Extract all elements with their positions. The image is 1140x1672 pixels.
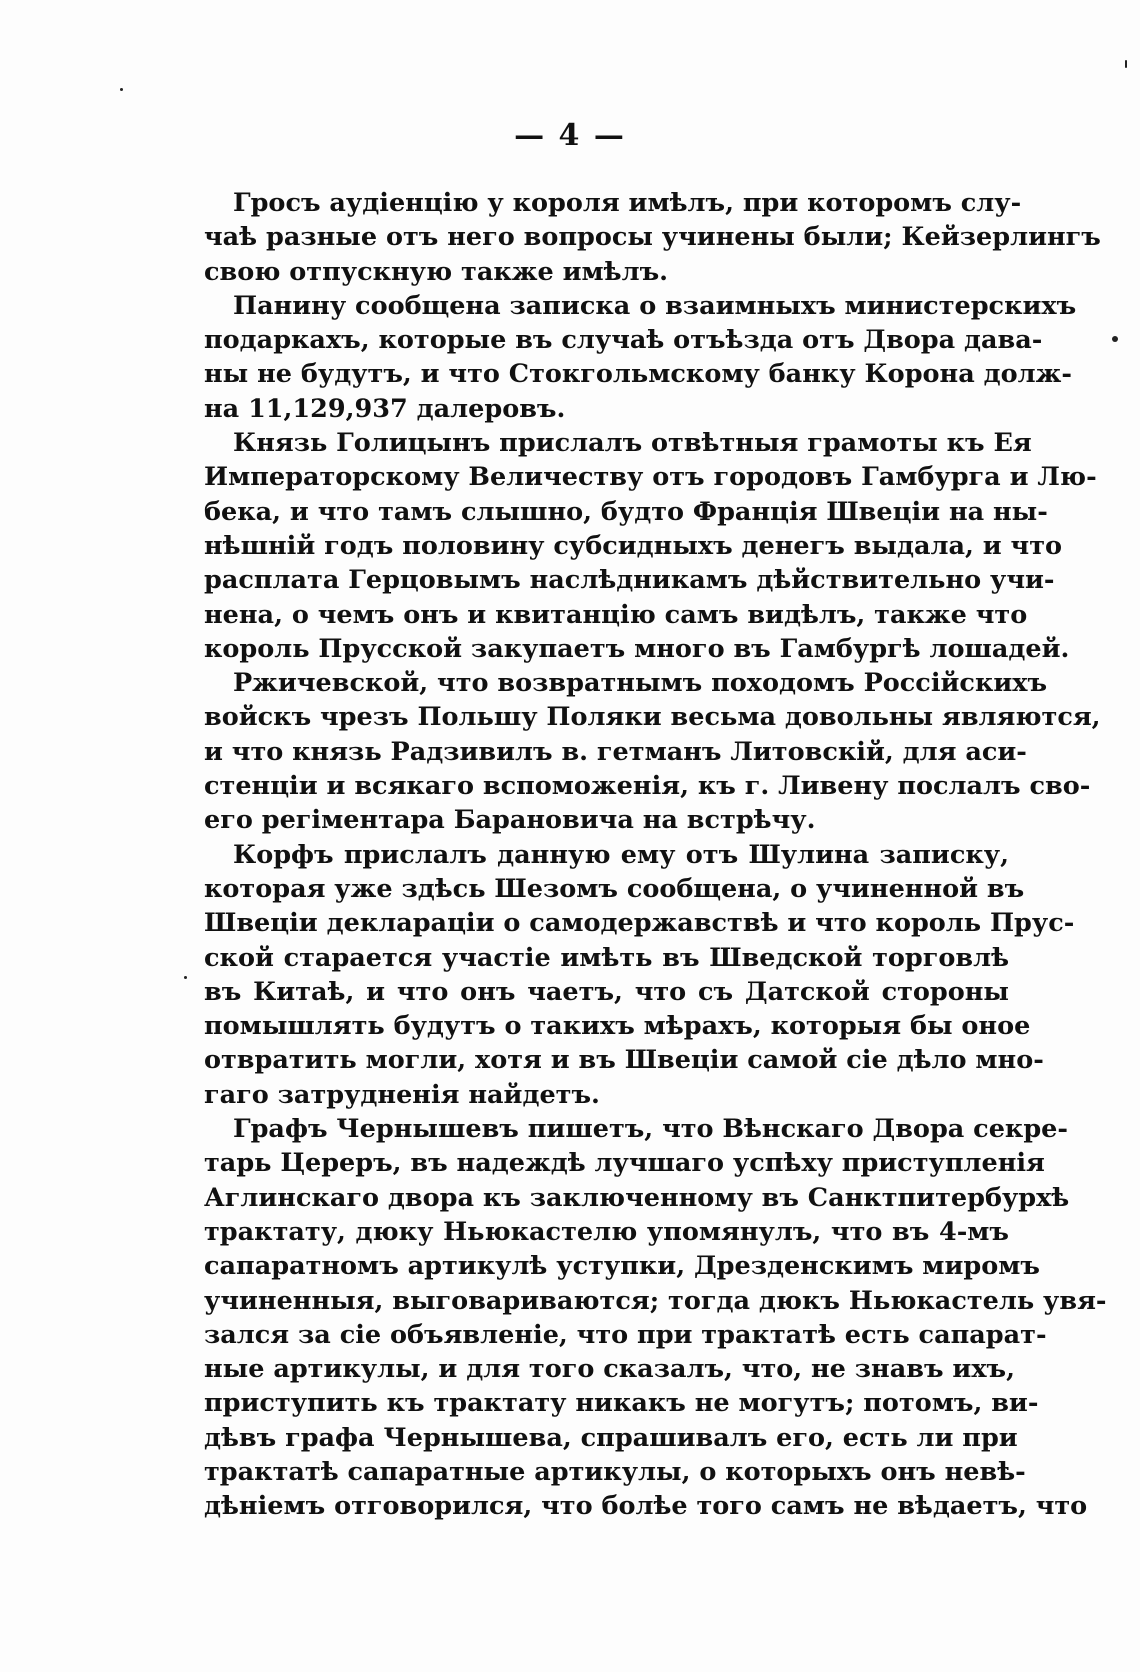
text-line: трактатѣ сапаратные артикулы, о которыхъ онъ невѣ-	[204, 1456, 1026, 1487]
text-line: стенціи и всякаго вспоможенія, къ г. Ливену послалъ сво-	[204, 771, 1091, 802]
text-line: дѣніемъ отговорился, что болѣе того самъ не вѣдаетъ, что	[204, 1491, 1088, 1522]
text-line: гаго затрудненія найдетъ.	[204, 1079, 600, 1110]
body-text	[204, 186, 1107, 1524]
text-line: учиненныя, выговариваются; тогда дюкъ Ньюкастель увя-	[204, 1285, 1107, 1316]
page-number: — 4 —	[514, 118, 626, 153]
scan-speck	[120, 88, 123, 91]
text-line: и что князь Радзивилъ в. гетманъ Литовскій, для аси-	[204, 736, 1027, 767]
text-line: трактату, дюку Ньюкастелю упомянулъ, что въ 4-мъ	[204, 1216, 1009, 1247]
text-line: войскъ чрезъ Польшу Поляки весьма довольны являются,	[204, 702, 1101, 733]
text-line: расплата Герцовымъ наслѣдникамъ дѣйствительно учи-	[204, 565, 1055, 596]
text-line: Швеціи деклараціи о самодержавствѣ и что король Прус-	[204, 908, 1075, 939]
text-line: приступить къ трактату никакъ не могутъ; потомъ, ви-	[204, 1388, 1039, 1419]
paragraph	[204, 289, 1077, 426]
text-line: дѣвъ графа Чернышева, спрашивалъ его, есть ли при	[204, 1422, 1018, 1453]
text-line: свою отпускную также имѣлъ.	[204, 256, 669, 287]
text-line: ные артикулы, и для того сказалъ, что, не знавъ ихъ,	[204, 1354, 1015, 1385]
text-line: нена, о чемъ онъ и квитанцію самъ видѣлъ, также что	[204, 599, 1028, 630]
text-line: Аглинскаго двора къ заключенному въ Санктпитербурхѣ	[204, 1182, 1070, 1213]
paragraph	[204, 838, 1075, 1112]
paragraph	[204, 426, 1097, 666]
text-line: сапаратномъ артикулѣ уступки, Дрезденскимъ миромъ	[204, 1251, 1040, 1282]
text-line: бека, и что тамъ слышно, будто Франція Швеціи на ны-	[204, 496, 1048, 527]
scan-speck	[184, 976, 187, 979]
text-line: которая уже здѣсь Шезомъ сообщена, о учиненной въ	[204, 873, 1025, 904]
text-line: его регіментара Барановича на встрѣчу.	[204, 805, 816, 836]
text-line: отвратить могли, хотя и въ Швеціи самой сіе дѣло мно-	[204, 1045, 1044, 1076]
text-line: подаркахъ, которые въ случаѣ отъѣзда отъ Двора дава-	[204, 325, 1043, 356]
text-line: Императорскому Величеству отъ городовъ Гамбурга и Лю-	[204, 462, 1097, 493]
text-line: Корфъ прислалъ данную ему отъ Шулина записку,	[233, 839, 1009, 870]
paragraph	[204, 186, 1101, 289]
paragraph	[204, 1112, 1107, 1524]
text-line: въ Китаѣ, и что онъ чаетъ, что съ Датской стороны	[204, 976, 1009, 1007]
text-line: ской старается участіе имѣть въ Шведской торговлѣ	[204, 942, 1009, 973]
paragraph	[204, 666, 1101, 837]
scan-speck	[1112, 336, 1118, 342]
text-line: чаѣ разные отъ него вопросы учинены были; Кейзерлингъ	[204, 222, 1101, 253]
text-line: ны не будутъ, и что Стокгольмскому банку Корона долж-	[204, 359, 1072, 390]
text-line: тарь Цереръ, въ надеждѣ лучшаго успѣху приступленія	[204, 1148, 1045, 1179]
text-line: зался за сіе объявленіе, что при трактатѣ есть сапарат-	[204, 1319, 1047, 1350]
text-line: Графъ Чернышевъ пишетъ, что Вѣнскаго Двора секре-	[233, 1114, 1068, 1145]
text-line: помышлять будутъ о такихъ мѣрахъ, которыя бы оное	[204, 1011, 1031, 1042]
text-line: Ржичевской, что возвратнымъ походомъ Россійскихъ	[233, 668, 1048, 699]
text-line: нѣшній годъ половину субсидныхъ денегъ выдала, и что	[204, 530, 1063, 561]
scan-speck	[1125, 60, 1127, 68]
text-line: Гросъ аудіенцію у короля имѣлъ, при которомъ слу-	[233, 188, 1022, 218]
text-line: Панину сообщена записка о взаимныхъ министерскихъ	[233, 290, 1077, 321]
text-line: король Прусской закупаетъ много въ Гамбургѣ лошадей.	[204, 633, 1070, 664]
text-line: Князь Голицынъ прислалъ отвѣтныя грамоты къ Ея	[233, 428, 1032, 459]
text-line: на 11,129,937 далеровъ.	[204, 393, 566, 424]
